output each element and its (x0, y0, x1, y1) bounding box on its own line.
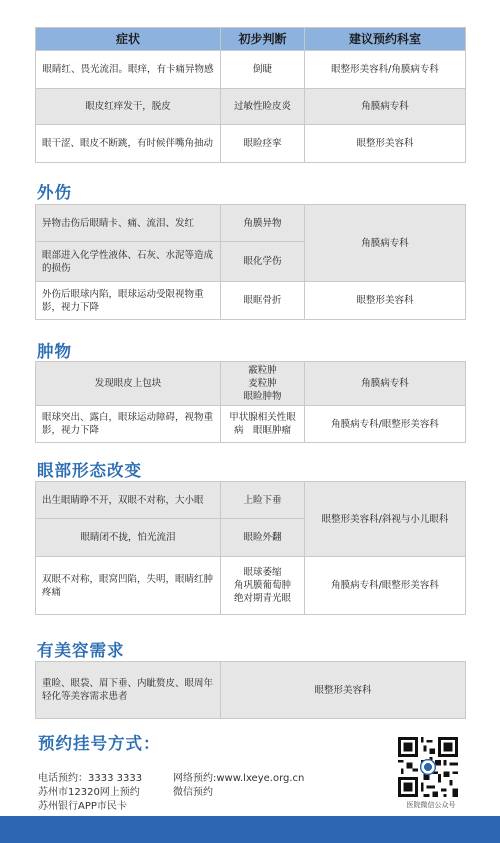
symptom-cell: 双眼不对称，眼窝凹陷，失明，眼睛红肿疼痛 (36, 557, 221, 615)
diagnosis-line: 绝对期青光眼 (233, 593, 291, 604)
diagnosis-cell: 眼睑痉挛 (221, 125, 305, 163)
symptom-table-beauty (35, 661, 466, 719)
symptom-cell: 眼球突出、露白，眼球运动障碍，视物重影，视力下降 (36, 406, 221, 443)
table-row (36, 51, 466, 89)
department-cell: 眼整形美容科 (305, 282, 466, 320)
diagnosis-cell: 过敏性睑皮炎 (221, 89, 305, 125)
table-row (36, 89, 466, 125)
diagnosis-line: 霰粒肿 (248, 365, 277, 376)
booking-methods (38, 772, 305, 814)
diagnosis-cell (221, 406, 305, 443)
diagnosis-cell: 上睑下垂 (221, 482, 305, 519)
symptom-table-shape (35, 481, 466, 615)
booking-bank-app: 苏州银行APP市民卡 (38, 801, 127, 812)
department-cell: 角膜病专科/眼整形美容科 (305, 406, 466, 443)
table-row (36, 362, 466, 406)
diagnosis-line: 眼球萎缩 (243, 567, 282, 578)
symptom-table-general (35, 27, 466, 163)
diagnosis-line: 角巩膜葡萄肿 (233, 580, 291, 591)
table-row (36, 282, 466, 320)
table-row (36, 406, 466, 443)
header-symptom: 症状 (36, 28, 221, 51)
symptom-table-trauma (35, 204, 466, 320)
diagnosis-cell: 眼睑外翻 (221, 519, 305, 557)
footer-bar (0, 816, 500, 843)
wechat-qr-code (398, 737, 458, 797)
symptom-cell: 眼干涩、眼皮不断跳，有时候伴嘴角抽动 (36, 125, 221, 163)
symptom-cell: 外伤后眼球内陷，眼球运动受限视物重影，视力下降 (36, 282, 221, 320)
diagnosis-line: 眼睑肿物 (243, 391, 282, 402)
symptom-cell: 眼皮红痒发干，脱皮 (36, 89, 221, 125)
table-row (36, 125, 466, 163)
department-cell: 眼整形美容科 (221, 662, 466, 719)
department-cell: 角膜病专科/眼整形美容科 (305, 557, 466, 615)
booking-phone: 电话预约：3333 3333 (38, 773, 143, 784)
symptom-cell: 眼睛闭不拢，怕光流泪 (36, 519, 221, 557)
department-cell: 角膜病专科 (305, 89, 466, 125)
department-cell: 眼整形美容科 (305, 125, 466, 163)
diagnosis-line: 甲状腺相关性眼 (229, 412, 296, 423)
diagnosis-cell: 角膜异物 (221, 205, 305, 242)
department-cell: 眼整形美容科/角膜病专科 (305, 51, 466, 89)
department-cell: 角膜病专科 (305, 362, 466, 406)
table-row (36, 205, 466, 242)
department-cell-merged: 角膜病专科 (305, 205, 466, 282)
symptom-cell: 出生眼睛睁不开，双眼不对称，大小眼 (36, 482, 221, 519)
header-diagnosis: 初步判断 (221, 28, 305, 51)
table-row (36, 662, 466, 719)
section-title-tumor: 肿物 (37, 342, 72, 361)
booking-12320: 苏州市12320网上预约 (38, 787, 140, 798)
qr-caption: 医院微信公众号 (406, 801, 456, 809)
symptom-cell: 眼睛红、畏光流泪。眼痒，有卡痛异物感 (36, 51, 221, 89)
section-title-beauty: 有美容需求 (37, 641, 125, 660)
diagnosis-cell (221, 557, 305, 615)
table-row (36, 557, 466, 615)
diagnosis-cell: 倒睫 (221, 51, 305, 89)
booking-wechat: 微信预约 (173, 787, 213, 798)
table-row (36, 482, 466, 519)
header-department: 建议预约科室 (305, 28, 466, 51)
symptom-cell: 重睑、眼袋、眉下垂、内眦赘皮、眼周年轻化等美容需求患者 (36, 662, 221, 719)
symptom-cell: 眼部进入化学性液体、石灰、水泥等造成的损伤 (36, 242, 221, 282)
diagnosis-line: 病 眼眶肿瘤 (233, 425, 291, 436)
booking-title: 预约挂号方式： (38, 734, 161, 753)
booking-website: 网络预约:www.lxeye.org.cn (173, 773, 305, 784)
section-title-shape: 眼部形态改变 (37, 461, 142, 480)
diagnosis-cell: 眼眶骨折 (221, 282, 305, 320)
section-title-trauma: 外伤 (37, 183, 72, 202)
department-cell-merged: 眼整形美容科/斜视与小儿眼科 (305, 482, 466, 557)
symptom-cell: 发现眼皮上包块 (36, 362, 221, 406)
diagnosis-cell (221, 362, 305, 406)
symptom-cell: 异物击伤后眼睛卡、痛、流泪、发红 (36, 205, 221, 242)
symptom-table-tumor (35, 361, 466, 443)
diagnosis-cell: 眼化学伤 (221, 242, 305, 282)
diagnosis-line: 麦粒肿 (248, 378, 277, 389)
